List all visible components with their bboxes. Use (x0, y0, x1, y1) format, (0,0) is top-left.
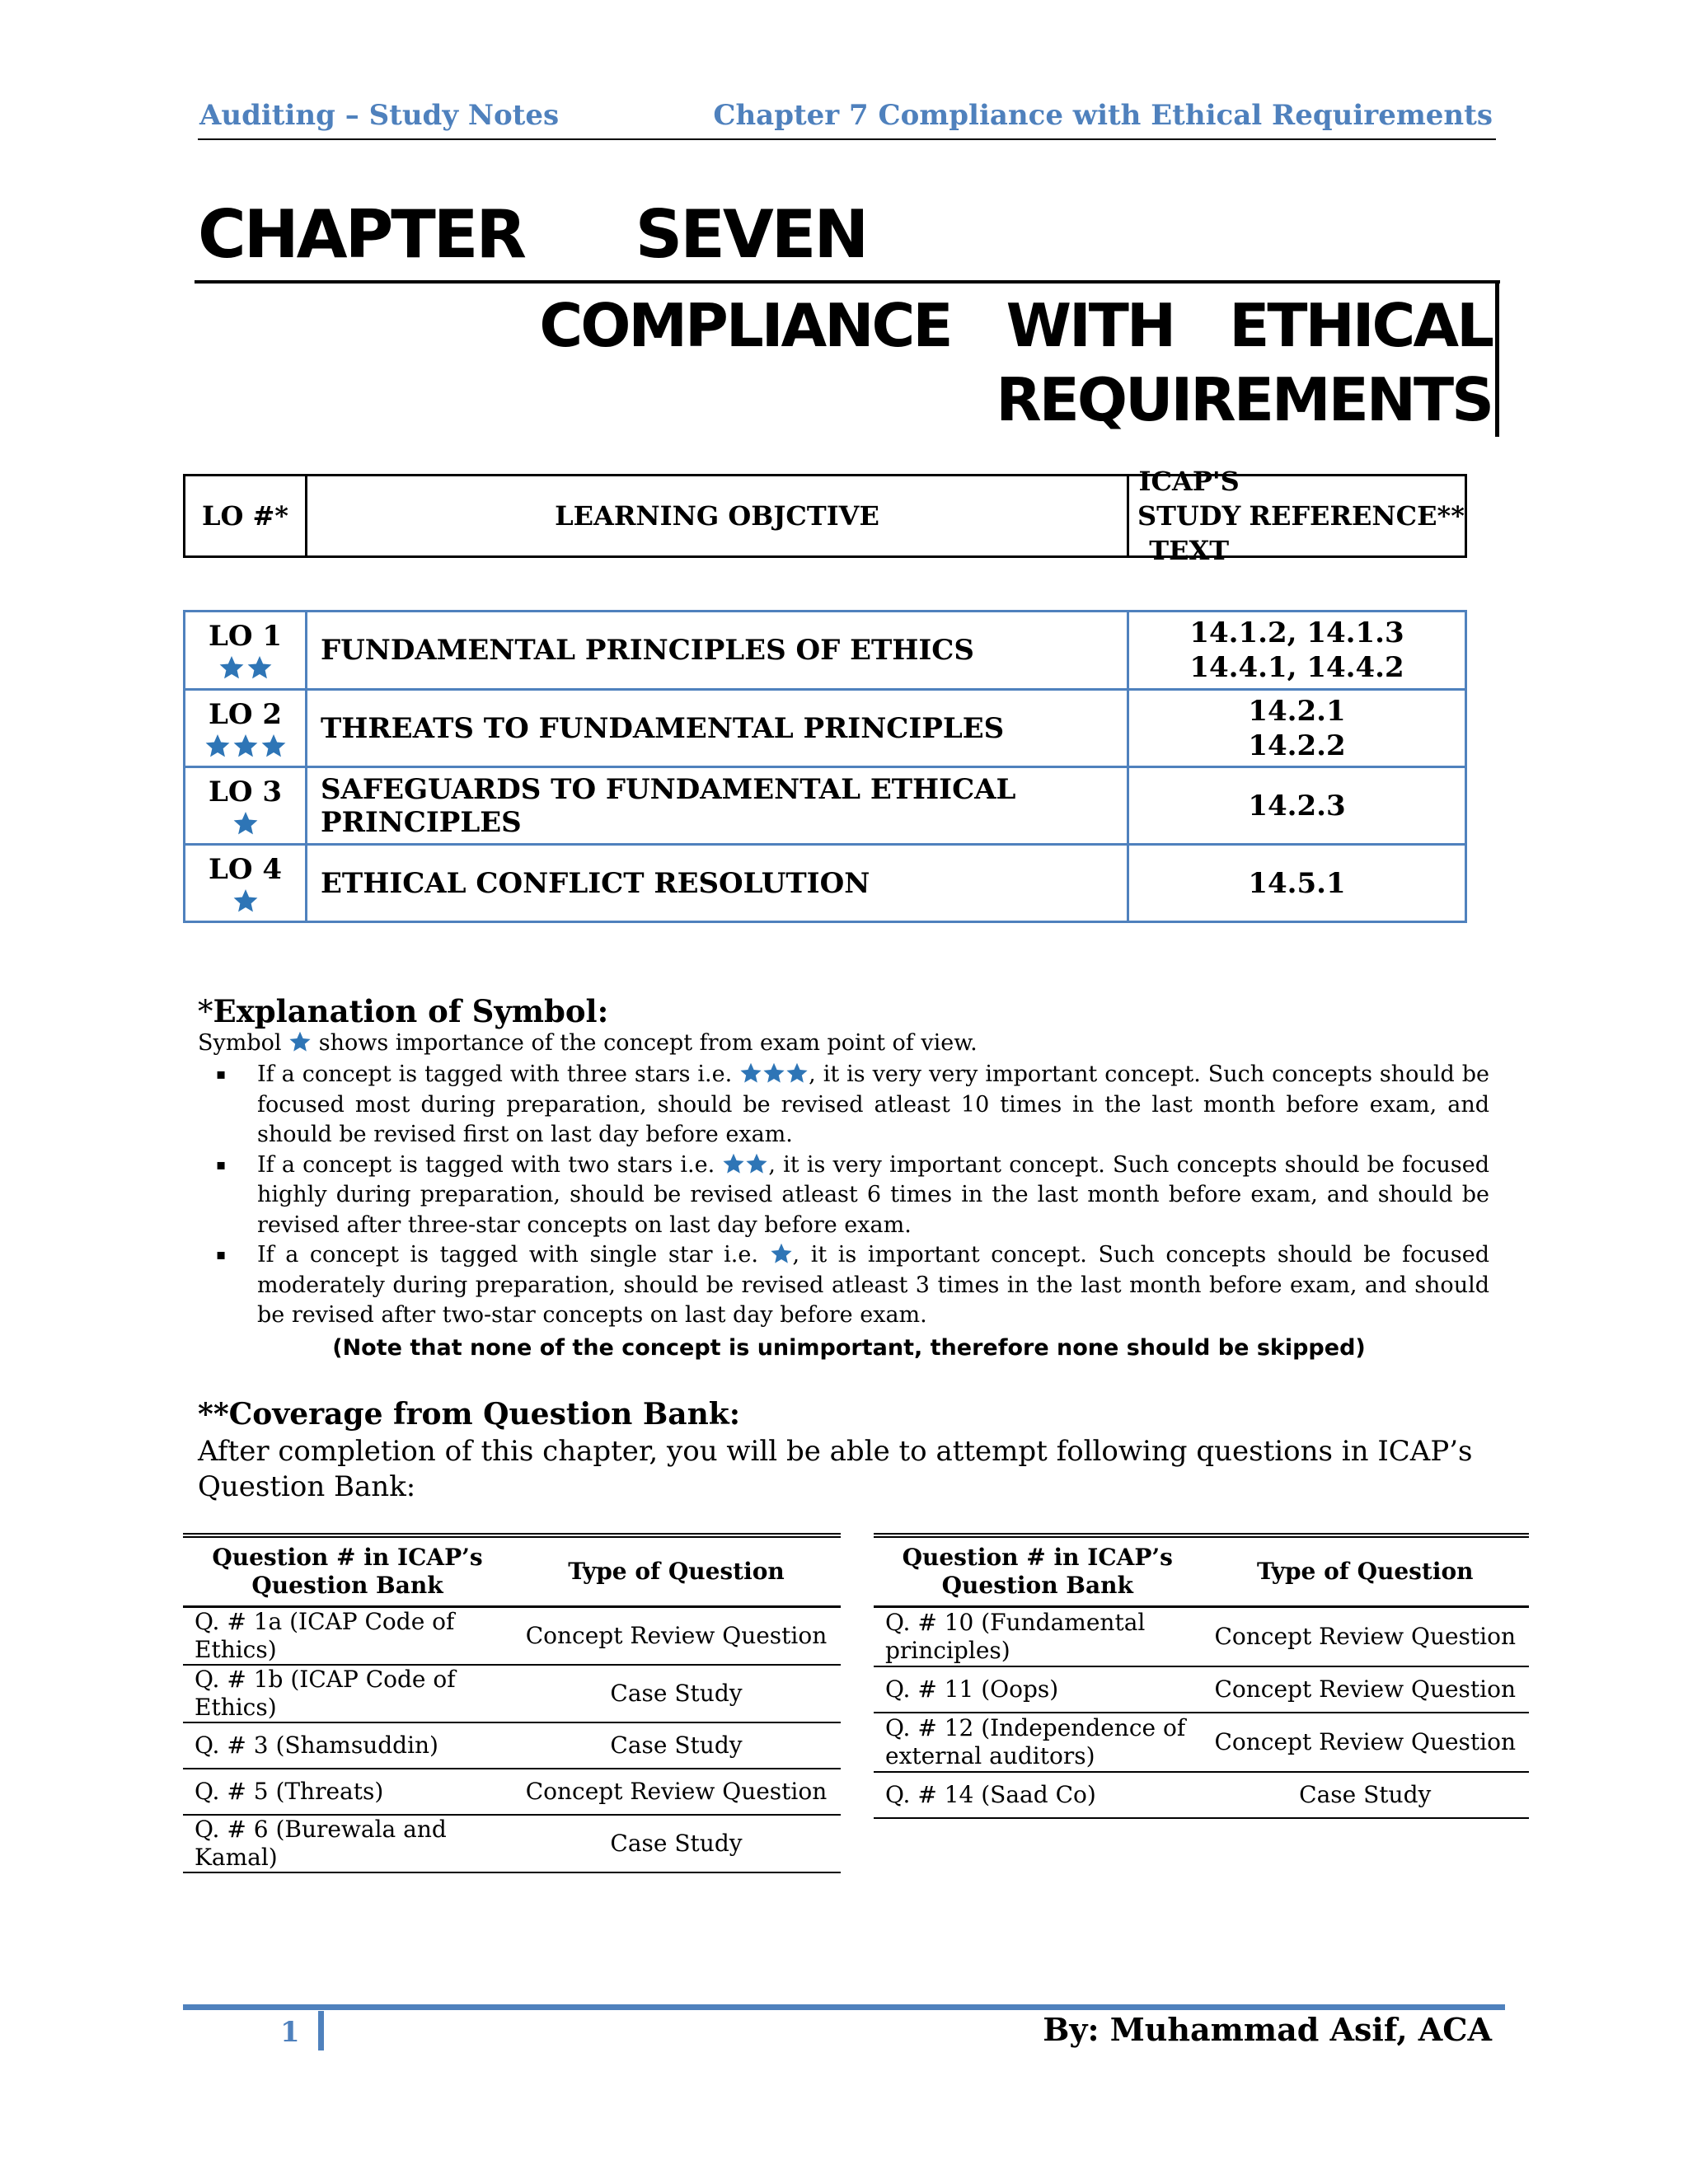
table-row (183, 1815, 841, 1872)
importance-stars (232, 810, 259, 837)
lo-reference-line1: 14.2.1 (1248, 694, 1346, 728)
running-header (198, 97, 1496, 140)
chapter-rule-horizontal (195, 280, 1500, 284)
bullet-text (257, 1060, 1489, 1151)
table-row (874, 1713, 1529, 1772)
chapter-title (495, 288, 1492, 437)
symbol-pre-text: Symbol (198, 1030, 282, 1056)
importance-stars (204, 733, 287, 759)
star-icon (745, 1152, 768, 1175)
importance-stars (218, 654, 273, 681)
lo-row (185, 612, 1465, 688)
lo-objective: ETHICAL CONFLICT RESOLUTION (307, 846, 1129, 921)
chapter-title-line1: COMPLIANCE WITH ETHICAL (539, 291, 1492, 360)
chapter-rule-vertical (1495, 280, 1499, 437)
question-number-header (183, 1535, 512, 1607)
lo-header-reference-line2: REFERENCE** (1249, 500, 1465, 532)
table-row (874, 1772, 1529, 1818)
lo-header-table (183, 466, 1467, 566)
question-number-cell: Q. # 12 (Independence of external auditors) (874, 1713, 1202, 1772)
lo-number: LO 4 (208, 852, 283, 886)
importance-stars (232, 888, 259, 914)
lo-number-cell (185, 768, 307, 843)
lo-number: LO 3 (208, 775, 283, 808)
lo-row (185, 766, 1465, 843)
page-number: 1 (280, 2016, 300, 2049)
question-number-header-line2: Question Bank (941, 1572, 1133, 1599)
author-credit: By: Muhammad Asif, ACA (1043, 2011, 1492, 2048)
star-icon (204, 733, 231, 759)
question-number-cell: Q. # 10 (Fundamental principles) (874, 1607, 1202, 1666)
bullet-marker: ▪ (216, 1246, 227, 1263)
question-type-cell: Concept Review Question (512, 1607, 841, 1666)
coverage-text: After completion of this chapter, you will be able to attempt following questions in ICAP’s Question Bank: (198, 1435, 1473, 1503)
bullet-text-pre: If a concept is tagged with two stars i.e. (257, 1151, 715, 1178)
lo-reference-line1: 14.1.2, 14.1.3 (1189, 616, 1404, 649)
table-row (183, 1722, 841, 1769)
lo-header-objective: LEARNING OBJCTIVE (307, 476, 1129, 555)
question-type-header: Type of Question (1202, 1535, 1530, 1607)
question-bank-header-row (874, 1535, 1529, 1607)
symbol-explanation-line (198, 1030, 978, 1056)
lo-reference-cell (1129, 691, 1465, 766)
bullet-text (257, 1151, 1489, 1241)
list-item (216, 1151, 1489, 1241)
star-explanation-list (216, 1060, 1489, 1331)
table-row (183, 1665, 841, 1722)
lo-number-cell (185, 612, 307, 688)
question-type-cell: Case Study (512, 1665, 841, 1722)
table-row (874, 1607, 1529, 1666)
star-icon (739, 1062, 762, 1085)
list-item (216, 1060, 1489, 1151)
question-number-cell: Q. # 6 (Burewala and Kamal) (183, 1815, 512, 1872)
question-number-cell: Q. # 3 (Shamsuddin) (183, 1722, 512, 1769)
lo-number-cell (185, 846, 307, 921)
explanation-title (198, 993, 608, 1029)
lo-reference-line1: 14.2.3 (1248, 789, 1346, 823)
bullet-marker: ▪ (216, 1066, 227, 1083)
lo-header-number: LO #* (185, 476, 307, 555)
lo-objective: FUNDAMENTAL PRINCIPLES OF ETHICS (307, 612, 1129, 688)
list-item (216, 1240, 1489, 1331)
table-row (183, 1769, 841, 1815)
lo-reference-line2: 14.4.1, 14.4.2 (1189, 651, 1404, 684)
bullet-text (257, 1240, 1489, 1331)
explanation-asterisk: * (198, 994, 213, 1029)
lo-objective: SAFEGUARDS TO FUNDAMENTAL ETHICAL PRINCIPLES (307, 768, 1129, 843)
star-icon (232, 733, 259, 759)
bullet-text-post: , it is very important concept. Such concepts should be focused highly during preparation, should be revised atleast 6 times in the last month before exam, and should be revised after three-star concepts on last day before exam. (257, 1151, 1489, 1238)
question-bank-table-right (874, 1533, 1529, 1819)
star-icon (785, 1062, 809, 1085)
question-type-cell: Concept Review Question (512, 1769, 841, 1815)
question-number-header-line1: Question # in ICAP’s (902, 1544, 1173, 1571)
question-number-cell: Q. # 14 (Saad Co) (874, 1772, 1202, 1818)
lo-objective: THREATS TO FUNDAMENTAL PRINCIPLES (307, 691, 1129, 766)
question-type-cell: Concept Review Question (1202, 1713, 1530, 1772)
lo-header-reference (1129, 466, 1465, 566)
coverage-title: **Coverage from Question Bank: (198, 1397, 741, 1432)
bullet-text-post: , it is important concept. Such concepts should be focused moderately during preparation, should be revised atleast 3 times in the last month before exam, and should be revised after two-star concepts on last day before exam. (257, 1242, 1489, 1328)
lo-reference-cell (1129, 846, 1465, 921)
bullet-text-pre: If a concept is tagged with single star i.e. (257, 1242, 758, 1268)
footer-page-divider (318, 2011, 324, 2050)
star-icon (260, 733, 287, 759)
question-number-header-line1: Question # in ICAP’s (212, 1544, 483, 1571)
lo-number: LO 1 (208, 620, 283, 653)
bullet-text-pre: If a concept is tagged with three stars i.e. (257, 1062, 733, 1087)
question-bank-header-row (183, 1535, 841, 1607)
question-number-header-line2: Question Bank (251, 1572, 443, 1599)
star-icon (770, 1242, 793, 1265)
question-type-cell: Case Study (512, 1815, 841, 1872)
lo-header-reference-line1: ICAP'S STUDY TEXT (1137, 466, 1241, 566)
learning-objectives-table (183, 610, 1467, 923)
header-right-title: Chapter 7 Compliance with Ethical Requirements (713, 99, 1493, 132)
lo-reference-line1: 14.5.1 (1248, 866, 1346, 900)
symbol-post-text: shows importance of the concept from exam point of view. (318, 1030, 978, 1056)
footer-rule (183, 2004, 1505, 2010)
table-row (874, 1666, 1529, 1713)
star-icon (288, 1030, 312, 1053)
star-icon (762, 1062, 785, 1085)
lo-number-cell (185, 691, 307, 766)
table-row (183, 1607, 841, 1666)
question-number-cell: Q. # 1b (ICAP Code of Ethics) (183, 1665, 512, 1722)
lo-reference-cell (1129, 612, 1465, 688)
star-icon (246, 654, 273, 681)
star-icon (722, 1152, 745, 1175)
explanation-title-text: Explanation of Symbol: (213, 993, 609, 1029)
header-left-title: Auditing – Study Notes (199, 99, 560, 132)
lo-row (185, 688, 1465, 766)
lo-reference-line2: 14.2.2 (1248, 729, 1346, 762)
question-type-cell: Case Study (512, 1722, 841, 1769)
lo-reference-cell (1129, 768, 1465, 843)
question-type-header: Type of Question (512, 1535, 841, 1607)
star-icon (232, 888, 259, 914)
star-icon (232, 810, 259, 837)
question-number-cell: Q. # 1a (ICAP Code of Ethics) (183, 1607, 512, 1666)
question-type-cell: Case Study (1202, 1772, 1530, 1818)
star-icon (218, 654, 245, 681)
question-number-header (874, 1535, 1202, 1607)
importance-note: (Note that none of the concept is unimportant, therefore none should be skipped) (332, 1335, 1366, 1361)
question-type-cell: Concept Review Question (1202, 1666, 1530, 1713)
lo-number: LO 2 (208, 697, 283, 731)
chapter-number-title: CHAPTER SEVEN (198, 196, 867, 273)
question-number-cell: Q. # 11 (Oops) (874, 1666, 1202, 1713)
chapter-title-line2: REQUIREMENTS (996, 365, 1492, 434)
bullet-marker: ▪ (216, 1155, 227, 1174)
question-bank-table-left (183, 1533, 841, 1873)
question-type-cell: Concept Review Question (1202, 1607, 1530, 1666)
bullet-text-post: , it is very very important concept. Such concepts should be focused most during preparation, should be revised atleast 10 times in the last month before exam, and should be revised first on last day before exam. (257, 1062, 1489, 1147)
question-number-cell: Q. # 5 (Threats) (183, 1769, 512, 1815)
lo-row (185, 843, 1465, 921)
